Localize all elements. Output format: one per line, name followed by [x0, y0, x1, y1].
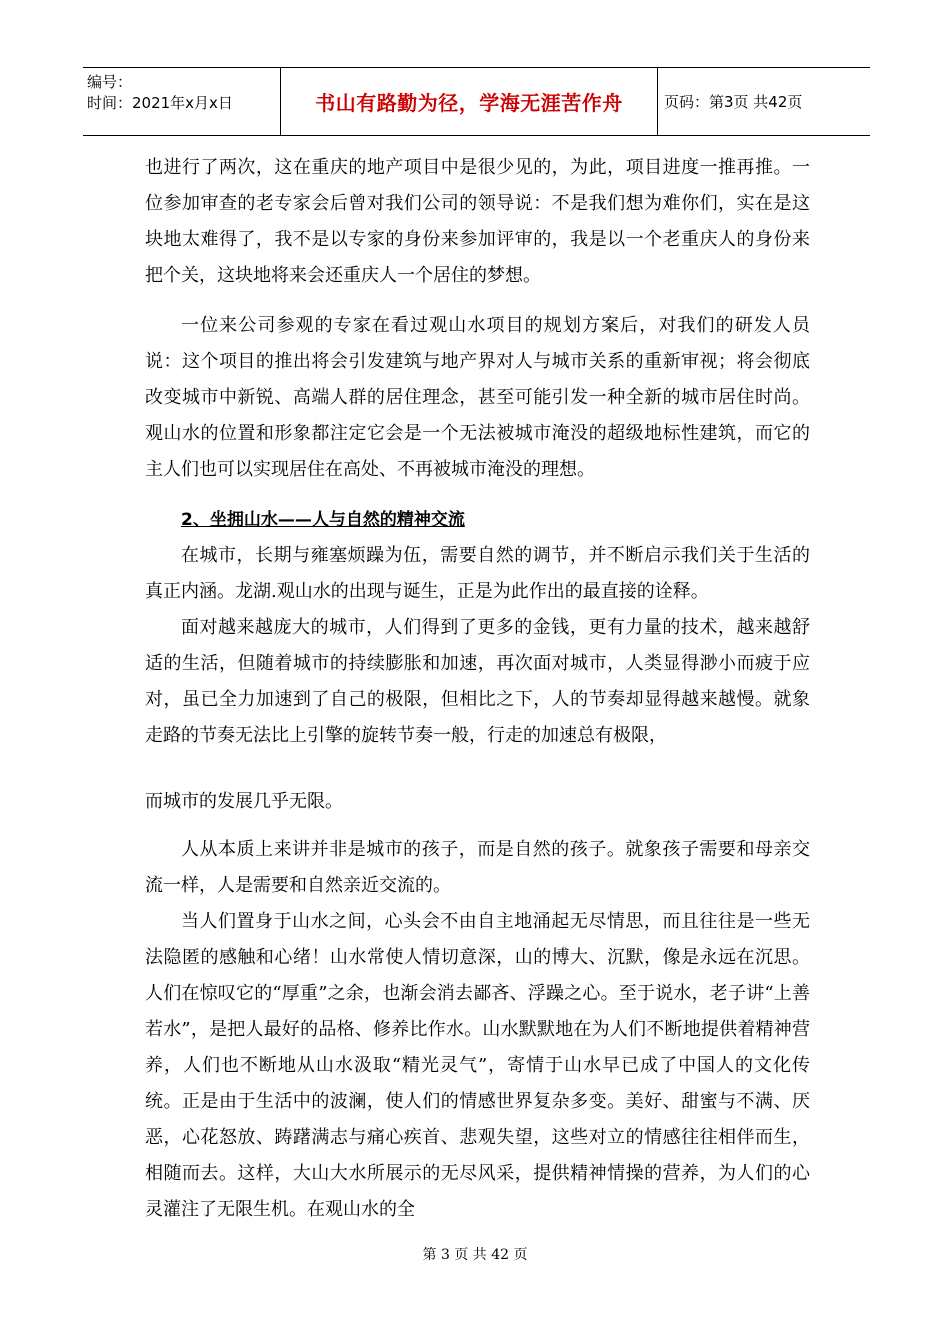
paragraph: 一位来公司参观的专家在看过观山水项目的规划方案后，对我们的研发人员说：这个项目的推出将会引发建筑与地产界对人与城市关系的重新审视；将会彻底改变城市中新锐、高端人群的居住理念，甚至可能引发一种全新的城市居住时尚。观山水的位置和形象都注定它会是一个无法被城市淹没的超级地标性建筑，而它的主人们也可以实现居住在高处、不再被城市淹没的理想。 [145, 315, 810, 480]
number-label: 编号： [87, 73, 133, 91]
header-motto-cell [281, 68, 658, 135]
motto-text: 书山有路勤为径，学海无涯苦作舟 [315, 91, 623, 115]
header-meta-cell [83, 68, 281, 135]
paragraph: 也进行了两次，这在重庆的地产项目中是很少见的，为此，项目进度一推再推。一位参加审查的老专家会后曾对我们公司的领导说：不是我们想为难你们，实在是这块地太难得了，我不是以专家的身份来参加评审的，我是以一个老重庆人的身份来把个关，这块地将来会还重庆人一个居住的梦想。 [145, 157, 810, 286]
paragraph: 当人们置身于山水之间，心头会不由自主地涌起无尽情思，而且往往是一些无法隐匿的感触和心绪！山水常使人情切意深，山的博大、沉默，像是永远在沉思。人们在惊叹它的“厚重”之余，也渐会消去鄙吝、浮躁之心。至于说水，老子讲“上善若水”，是把人最好的品格、修养比作水。山水默默地在为人们不断地提供着精神营养，人们也不断地从山水汲取“精光灵气”，寄情于山水早已成了中国人的文化传统。正是由于生活中的波澜，使人们的情感世界复杂多变。美好、甜蜜与不满、厌恶，心花怒放、踌躇满志与痛心疾首、悲观失望，这些对立的情感往往相伴而生，相随而去。这样，大山大水所展示的无尽风采，提供精神情操的营养，为人们的心灵灌注了无限生机。在观山水的全 [145, 911, 810, 1220]
paragraph: 人从本质上来讲并非是城市的孩子，而是自然的孩子。就象孩子需要和母亲交流一样，人是需要和自然亲近交流的。 [145, 839, 810, 896]
paragraph: 在城市，长期与雍塞烦躁为伍，需要自然的调节，并不断启示我们关于生活的真正内涵。龙湖.观山水的出现与诞生，正是为此作出的最直接的诠释。 [145, 545, 810, 602]
paragraph: 而城市的发展几乎无限。 [145, 791, 343, 812]
section-heading: 2、坐拥山水——人与自然的精神交流 [181, 510, 465, 530]
date-label: 时间：2021年x月x日 [87, 94, 233, 112]
header-page-cell [658, 68, 870, 135]
page-header [83, 67, 870, 136]
page-footer: 第 3 页 共 42 页 [422, 1247, 528, 1263]
document-body [145, 150, 810, 1228]
paragraph: 面对越来越庞大的城市，人们得到了更多的金钱，更有力量的技术，越来越舒适的生活，但随着城市的持续膨胀和加速，再次面对城市，人类显得渺小而疲于应对，虽已全力加速到了自己的极限，但相比之下，人的节奏却显得越来越慢。就象走路的节奏无法比上引擎的旋转节奏一般，行走的加速总有极限， [145, 617, 810, 746]
page-info: 页码：第3页 共42页 [664, 93, 803, 111]
